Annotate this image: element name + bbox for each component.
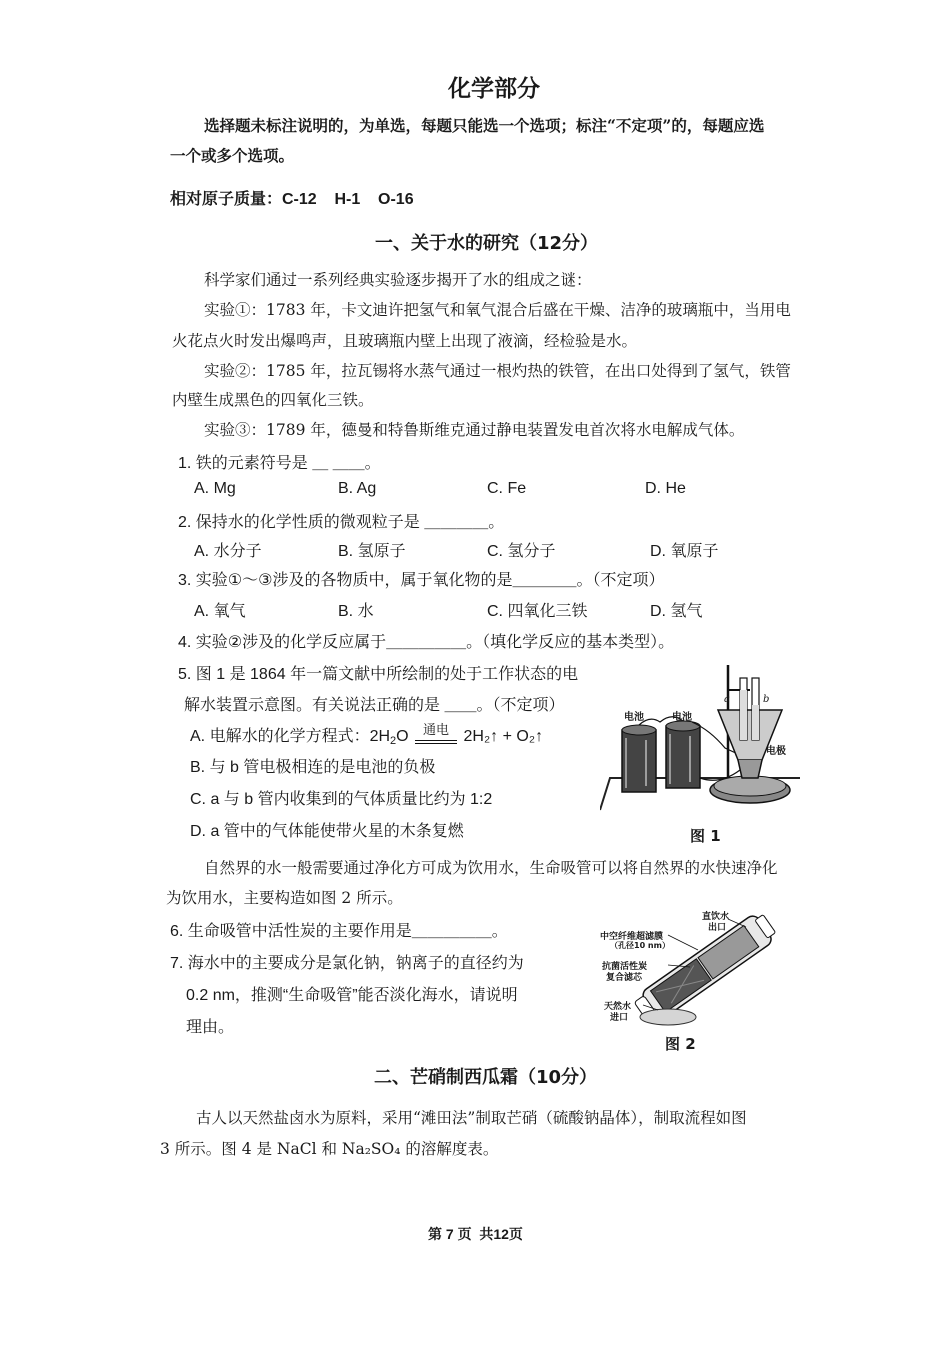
atomic-mass: 相对原子质量：C-12 H-1 O-16 [170, 191, 414, 208]
question-4: 4. 实验②涉及的化学反应属于＿＿＿＿＿。（填化学反应的基本类型）。 [178, 634, 675, 651]
q3-option-a: A. 氧气 [194, 603, 246, 620]
q3-option-b: B. 水 [338, 603, 374, 620]
q5-a-products: 2H₂↑ + O₂↑ [463, 728, 544, 745]
figure-2-caption: 图 2 [665, 1035, 696, 1053]
figure-1-caption: 图 1 [690, 827, 721, 845]
electrolysis-illustration [600, 660, 800, 820]
q5-option-b: B. 与 b 管电极相连的是电池的负极 [190, 759, 436, 776]
nature-line1: 自然界的水一般需要通过净化方可成为饮用水，生命吸管可以将自然界的水快速净化 [204, 859, 778, 877]
question-7-line2: 0.2 nm，推测“生命吸管”能否淡化海水，请说明 [186, 987, 518, 1004]
fig1-label-electrode: 电极 [766, 746, 786, 757]
q3-option-d: D. 氢气 [650, 603, 703, 620]
fig2-label-outlet-1: 直饮水 [702, 912, 730, 922]
fig2-label-carbon-1: 抗菌活性炭 [602, 962, 648, 972]
question-7-line1: 7. 海水中的主要成分是氯化钠，钠离子的直径约为 [170, 955, 524, 972]
fig1-label-battery-1: 电池 [624, 712, 644, 723]
figure-2-life-straw [598, 905, 778, 1030]
q1-option-b: B. Ag [338, 480, 377, 497]
exp2-line1: 实验②：1785 年，拉瓦锡将水蒸气通过一根灼热的铁管，在出口处得到了氢气，铁管 [204, 362, 791, 380]
question-3: 3. 实验①～③涉及的各物质中，属于氧化物的是＿＿＿＿。（不定项） [178, 572, 665, 589]
section1-heading: 一、关于水的研究（12分） [375, 233, 599, 254]
section2-line1: 古人以天然盐卤水为原料，采用“滩田法”制取芒硝（硫酸钠晶体），制取流程如图 [196, 1109, 747, 1127]
figure-1-electrolysis-apparatus [600, 660, 800, 820]
fig2-label-inlet-1: 天然水 [604, 1002, 632, 1012]
page-footer: 第 7 页 共12页 [428, 1226, 523, 1242]
fig2-label-carbon-2: 复合滤芯 [606, 973, 643, 983]
fig1-label-a: a [724, 694, 730, 705]
instructions-line2: 一个或多个选项。 [170, 146, 295, 165]
q5-a-prefix: A. 电解水的化学方程式：2H [190, 728, 391, 745]
section2-heading: 二、芒硝制西瓜霜（10分） [374, 1067, 598, 1088]
exp1-line2: 火花点火时发出爆鸣声，且玻璃瓶内壁上出现了液滴，经检验是水。 [172, 332, 638, 350]
q1-option-d: D. He [645, 480, 686, 497]
q5-option-a: A. 电解水的化学方程式：2H2O $^{通电}$ 2H₂↑ + O₂↑ [190, 722, 544, 747]
q5-option-d: D. a 管中的气体能使带火星的木条复燃 [190, 823, 464, 840]
exp3: 实验③：1789 年，德曼和特鲁斯维克通过静电装置发电首次将水电解成气体。 [204, 421, 745, 439]
fig2-label-outlet-2: 出口 [708, 923, 727, 933]
q1-option-a: A. Mg [194, 480, 236, 497]
q5-option-c: C. a 与 b 管内收集到的气体质量比约为 1:2 [190, 791, 493, 808]
question-1: 1. 铁的元素符号是 ＿ ＿＿。 [178, 455, 381, 472]
q2-option-d: D. 氧原子 [650, 543, 719, 560]
fig2-label-inlet-2: 进口 [610, 1013, 629, 1023]
exp2-line2: 内壁生成黑色的四氧化三铁。 [172, 391, 374, 409]
fig2-label-membrane-2: （孔径10 nm） [610, 941, 670, 950]
battery-1-icon [622, 725, 656, 792]
q3-option-c: C. 四氧化三铁 [487, 603, 588, 620]
fig2-label-membrane-1: 中空纤维超滤膜 [600, 932, 664, 942]
question-5-line1: 5. 图 1 是 1864 年一篇文献中所绘制的处于工作状态的电 [178, 666, 579, 683]
question-5-line2: 解水装置示意图。有关说法正确的是 ＿＿。（不定项） [184, 697, 565, 714]
instructions-line1: 选择题未标注说明的，为单选，每题只能选一个选项；标注“不定项”的，每题应选 [204, 116, 765, 135]
section2-line2: 3 所示。图 4 是 NaCl 和 Na₂SO₄ 的溶解度表。 [160, 1140, 499, 1158]
q2-option-c: C. 氢分子 [487, 543, 556, 560]
fig1-label-b: b [763, 694, 770, 705]
exp1-line1: 实验①：1783 年，卡文迪许把氢气和氧气混合后盛在干燥、洁净的玻璃瓶中，当用电 [204, 301, 791, 319]
question-2: 2. 保持水的化学性质的微观粒子是 ＿＿＿＿。 [178, 514, 505, 531]
question-7-line3: 理由。 [186, 1019, 235, 1036]
question-6: 6. 生命吸管中活性炭的主要作用是＿＿＿＿＿。 [170, 923, 508, 940]
section1-intro: 科学家们通过一系列经典实验逐步揭开了水的组成之谜： [204, 271, 592, 289]
q1-option-c: C. Fe [487, 480, 527, 497]
q5-a-mid: O [396, 728, 409, 745]
q2-option-a: A. 水分子 [194, 543, 262, 560]
battery-2-icon [666, 721, 700, 788]
page-title: 化学部分 [448, 76, 540, 102]
q2-option-b: B. 氢原子 [338, 543, 406, 560]
q5-a-condition: 通电 [423, 722, 450, 737]
nature-line2: 为饮用水，主要构造如图 2 所示。 [166, 889, 403, 907]
fig1-label-battery-2: 电池 [672, 712, 692, 723]
